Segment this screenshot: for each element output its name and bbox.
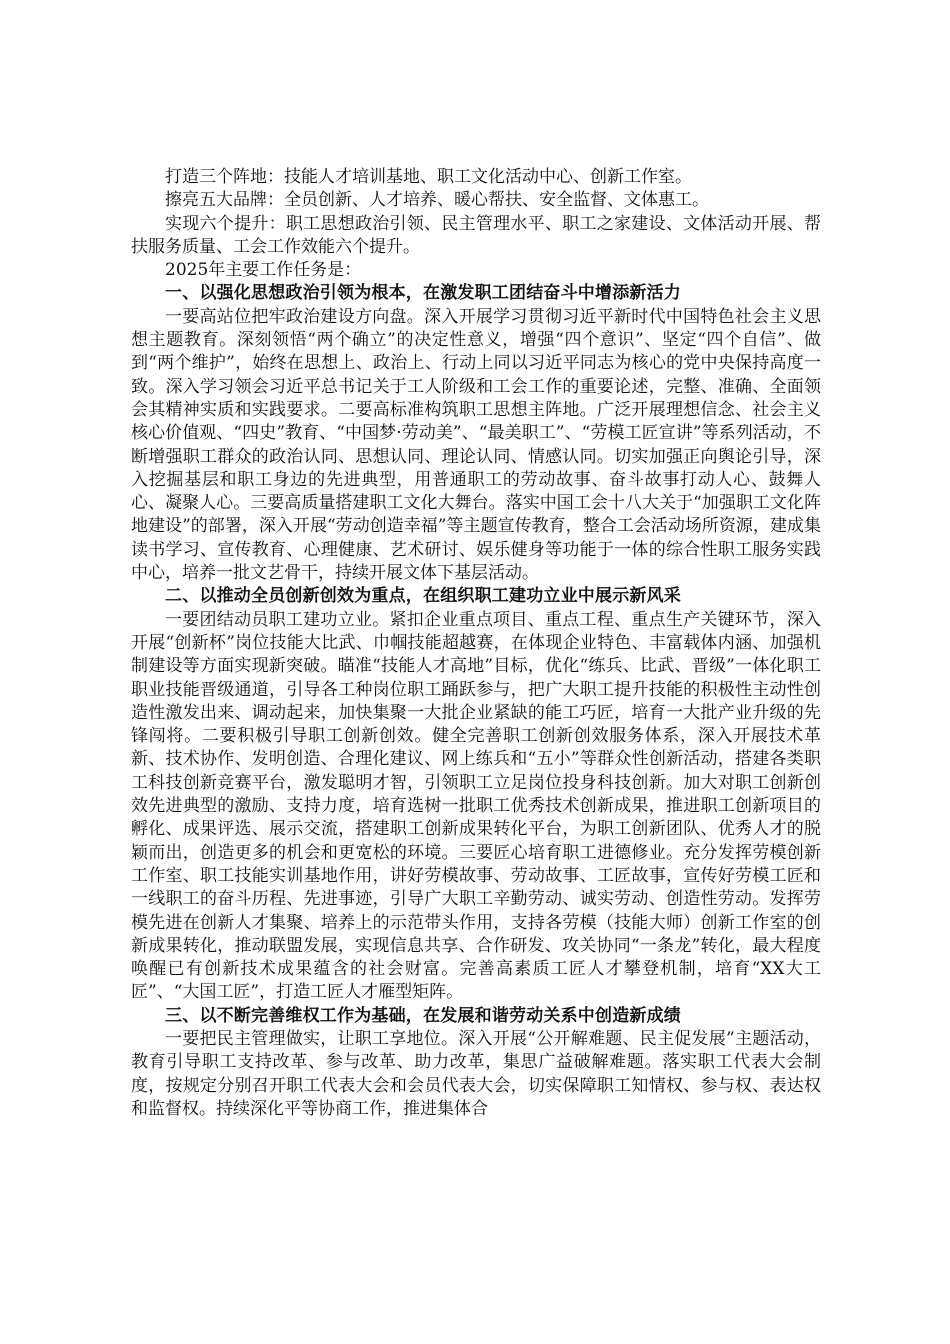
document-body: [131, 166, 821, 1121]
intro-paragraph-1: 打造三个阵地：技能人才培训基地、职工文化活动中心、创新工作室。: [165, 167, 692, 187]
section-3-heading: 三、以不断完善维权工作为基础，在发展和谐劳动关系中创造新成绩: [165, 1005, 681, 1026]
section-1-heading: 一、以强化思想政治引领为根本，在激发职工团结奋斗中增添新活力: [165, 283, 681, 304]
section-2-heading: 二、以推动全员创新创效为重点，在组织职工建功立业中展示新风采: [165, 586, 681, 607]
intro-paragraph-3: 实现六个提升：职工思想政治引领、民主管理水平、职工之家建设、文体活动开展、帮扶服务质量、工会工作效能六个提升。: [131, 213, 821, 257]
section-3-body: 一要把民主管理做实，让职工享地位。深入开展“公开解难题、民主促发展”主题活动，教育引导职工支持改革、参与改革、助力改革，集思广益破解难题。落实职工代表大会制度，按规定分别召开职工代表大会和会员代表大会，切实保障职工知情权、参与权、表达权和监督权。持续深化平等协商工作，推进集体合: [131, 1028, 821, 1119]
section-1-body: 一要高站位把牢政治建设方向盘。深入开展学习贯彻习近平新时代中国特色社会主义思想主题教育。深刻领悟“两个确立”的决定性意义，增强“四个意识”、坚定“四个自信”、做到“两个维护”，始终在思想上、政治上、行动上同以习近平同志为核心的党中央保持高度一致。深入学习领会习近平总书记关于工人阶级和工会工作的重要论述，完整、准确、全面领会其精神实质和实践要求。二要高标准构筑职工思想主阵地。广泛开展理想信念、社会主义核心价值观、“四史”教育、“中国梦·劳动美”、“最美职工”、“劳模工匠宣讲”等系列活动，不断增强职工群众的政治认同、思想认同、理论认同、情感认同。切实加强正向舆论引导，深入挖掘基层和职工身边的先进典型，用普通职工的劳动故事、奋斗故事打动人心、鼓舞人心、凝聚人心。三要高质量搭建职工文化大舞台。落实中国工会十八大关于“加强职工文化阵地建设”的部署，深入开展“劳动创造幸福”等主题宣传教育，整合工会活动场所资源，建成集读书学习、宣传教育、心理健康、艺术研讨、娱乐健身等功能于一体的综合性职工服务实践中心，培养一批文艺骨干，持续开展文体下基层活动。: [131, 306, 821, 584]
section-2-body: 一要团结动员职工建功立业。紧扣企业重点项目、重点工程、重点生产关键环节，深入开展“创新杯”岗位技能大比武、巾帼技能超越赛，在体现企业特色、丰富载体内涵、加强机制建设等方面实现新突破。瞄准“技能人才高地”目标，优化“练兵、比武、晋级”一体化职工职业技能晋级通道，引导各工种岗位职工踊跃参与，把广大职工提升技能的积极性主动性创造性激发出来、调动起来，加快集聚一大批企业紧缺的能工巧匠，培育一大批产业升级的先锋闯将。二要积极引导职工创新创效。健全完善职工创新创效服务体系，深入开展技术革新、技术协作、发明创造、合理化建议、网上练兵和“五小”等群众性创新活动，搭建各类职工科技创新竞赛平台，激发聪明才智，引领职工立足岗位投身科技创新。加大对职工创新创效先进典型的激励、支持力度，培育选树一批职工优秀技术创新成果，推进职工创新项目的孵化、成果评选、展示交流，搭建职工创新成果转化平台，为职工创新团队、优秀人才的脱颖而出，创造更多的机会和更宽松的环境。三要匠心培育职工进德修业。充分发挥劳模创新工作室、职工技能实训基地作用，讲好劳模故事、劳动故事、工匠故事，宣传好劳模工匠和一线职工的奋斗历程、先进事迹，引导广大职工辛勤劳动、诚实劳动、创造性劳动。发挥劳模先进在创新人才集聚、培养上的示范带头作用，支持各劳模（技能大师）创新工作室的创新成果转化，推动联盟发展，实现信息共享、合作研发、攻关协同“一条龙”转化，最大程度唤醒已有创新技术成果蕴含的社会财富。完善高素质工匠人才攀登机制，培育“XX大工匠”、“大国工匠”，打造工匠人才雁型矩阵。: [131, 609, 821, 1003]
intro-paragraph-4: 2025年主要工作任务是：: [165, 260, 362, 281]
intro-paragraph-2: 擦亮五大品牌：全员创新、人才培养、暖心帮扶、安全监督、文体惠工。: [165, 190, 709, 211]
